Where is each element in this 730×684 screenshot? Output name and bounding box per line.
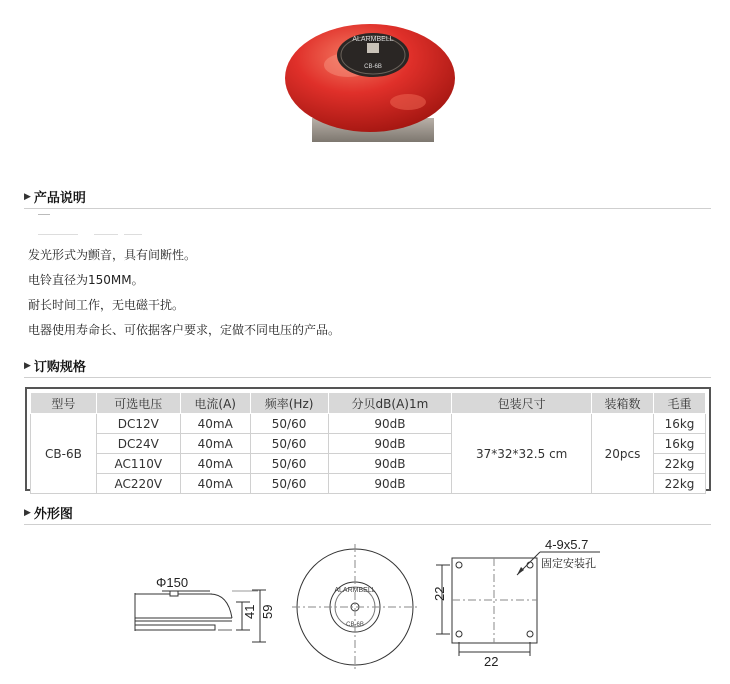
table-header: 装箱数: [592, 393, 654, 414]
bell-label-top: ALARMBELL: [352, 36, 394, 43]
voltage-cell: AC220V: [96, 474, 180, 494]
section-arrow-icon: ▶: [24, 360, 31, 371]
freq-cell: 50/60: [250, 454, 328, 474]
bell-center-bolt: [367, 43, 379, 53]
section-divider: [24, 524, 711, 525]
section-title-text: 外形图: [33, 507, 73, 522]
db-cell: 90dB: [328, 414, 452, 434]
voltage-cell: DC12V: [96, 414, 180, 434]
bell-photo-svg: [270, 10, 470, 160]
table-row: [31, 414, 706, 434]
table-header: 型号: [31, 393, 97, 414]
table-header: 频率(Hz): [250, 393, 328, 414]
decor-mark: [94, 234, 118, 235]
spec-table: [30, 392, 706, 494]
description-line: 电器使用寿命长、可依据客户要求，定做不同电压的产品。: [28, 323, 341, 337]
current-cell: 40mA: [180, 454, 250, 474]
section-title-text: 订购规格: [33, 360, 86, 375]
model-cell: CB-6B: [31, 414, 97, 494]
db-cell: 90dB: [328, 454, 452, 474]
weight-cell: 16kg: [654, 434, 706, 454]
freq-cell: 50/60: [250, 474, 328, 494]
decor-mark: [38, 234, 78, 235]
outline-drawing: [0, 530, 730, 684]
db-cell: 90dB: [328, 474, 452, 494]
weight-cell: 22kg: [654, 474, 706, 494]
table-header: 毛重: [654, 393, 706, 414]
dim-base-horizontal: 22: [484, 654, 499, 669]
table-header: 包装尺寸: [452, 393, 592, 414]
freq-cell: 50/60: [250, 414, 328, 434]
section-title-order: [24, 356, 86, 375]
front-view: [292, 544, 418, 670]
leader-arrow-icon: [517, 567, 524, 575]
dim-height-inner: 41: [242, 604, 257, 619]
spec-table-frame: [25, 387, 711, 491]
decor-mark: [38, 214, 50, 215]
dim-base-vertical: 22: [432, 586, 447, 601]
table-header: 分贝dB(A)1m: [328, 393, 452, 414]
voltage-cell: AC110V: [96, 454, 180, 474]
voltage-cell: DC24V: [96, 434, 180, 454]
table-header: 电流(A): [180, 393, 250, 414]
current-cell: 40mA: [180, 414, 250, 434]
box-qty-cell: 20pcs: [592, 414, 654, 494]
dim-hole-spec: 4-9x5.7: [545, 537, 589, 552]
face-label-top: ALARMBELL: [334, 587, 376, 594]
package-size-cell: 37*32*32.5 cm: [452, 414, 592, 494]
description-line: 耐长时间工作，无电磁干扰。: [28, 298, 185, 312]
section-title-outline: [24, 503, 73, 522]
face-label-model: CB-6B: [346, 622, 364, 628]
section-title-description: [24, 187, 86, 206]
bell-label-model: CB-6B: [364, 64, 382, 70]
db-cell: 90dB: [328, 434, 452, 454]
description-line: 发光形式为颤音，具有间断性。: [28, 248, 197, 262]
weight-cell: 22kg: [654, 454, 706, 474]
freq-cell: 50/60: [250, 434, 328, 454]
current-cell: 40mA: [180, 434, 250, 454]
weight-cell: 16kg: [654, 414, 706, 434]
section-divider: [24, 208, 711, 209]
dim-diameter: Φ150: [156, 575, 189, 590]
dim-height-outer: 59: [260, 604, 275, 619]
hole-label: 固定安装孔: [541, 557, 596, 570]
section-arrow-icon: ▶: [24, 191, 31, 202]
description-line: 电铃直径为150MM。: [28, 273, 144, 287]
product-photo: [270, 10, 470, 160]
section-divider: [24, 377, 711, 378]
section-title-text: 产品说明: [33, 191, 86, 206]
table-header-row: [31, 393, 706, 414]
decor-mark: [124, 234, 142, 235]
section-arrow-icon: ▶: [24, 507, 31, 518]
current-cell: 40mA: [180, 474, 250, 494]
table-header: 可选电压: [96, 393, 180, 414]
